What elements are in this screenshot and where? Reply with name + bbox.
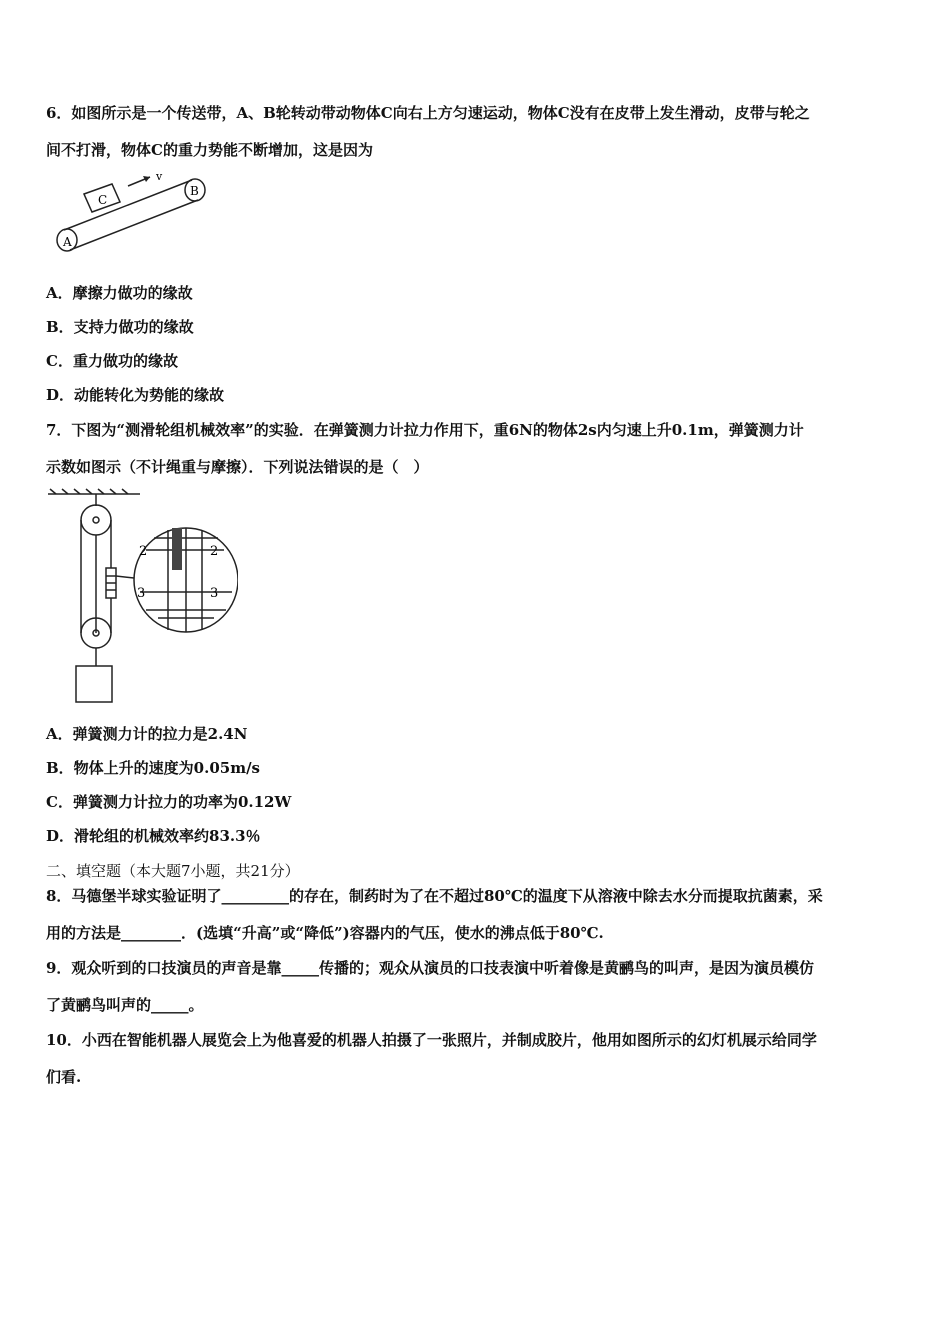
conveyor-belt-figure (46, 170, 216, 260)
q10-text-line1: 10．小西在智能机器人展览会上为他喜爱的机器人拍摄了一张照片，并制成胶片，他用如图所示的幻灯机展示给同学 (46, 1031, 817, 1049)
q7-option-d: D．滑轮组的机械效率约83.3％ (46, 827, 261, 845)
q9-text-line1: 9．观众听到的口技演员的声音是靠_____传播的；观众从演员的口技表演中听着像是黄鹂鸟的叫声，是因为演员模仿 (46, 959, 814, 977)
scale-tick-3-right: 3 (210, 586, 219, 601)
scale-tick-2-right: 2 (210, 544, 219, 559)
q8-text-line2: 用的方法是________．(选填“升高”或“降低”)容器内的气压，使水的沸点低于80℃. (46, 924, 604, 942)
label-a: A (63, 235, 72, 249)
scale-pointer (172, 528, 182, 570)
q7-option-a: A．弹簧测力计的拉力是2.4N (46, 725, 248, 743)
q6-option-c: C．重力做功的缘故 (46, 352, 178, 370)
pulley-system-figure (46, 488, 238, 706)
scale-tick-3-left: 3 (137, 586, 146, 601)
section-title: 二、填空题（本大题7小题，共21分） (46, 862, 300, 880)
q10-text-line2: 们看. (46, 1068, 82, 1086)
q7-option-b: B．物体上升的速度为0.05m/s (46, 759, 261, 777)
scale-tick-2-left: 2 (139, 544, 148, 559)
fixed-pulley (81, 505, 111, 535)
q6-text-line1: 6．如图所示是一个传送带，A、B轮转动带动物体C向右上方匀速运动，物体C没有在皮带上发生滑动，皮带与轮之 (46, 104, 810, 122)
q9-text-line2: 了黄鹂鸟叫声的_____。 (46, 996, 204, 1014)
weight-block (76, 666, 112, 702)
q8-text-line1: 8．马德堡半球实验证明了_________的存在，制药时为了在不超过80℃的温度下从溶液中除去水分而提取抗菌素，采 (46, 887, 823, 905)
q7-text-line2: 示数如图示（不计绳重与摩擦）．下列说法错误的是（ ） (46, 458, 429, 476)
q6-option-d: D．动能转化为势能的缘故 (46, 386, 225, 404)
q6-text-line2: 间不打滑，物体C的重力势能不断增加，这是因为 (46, 141, 373, 159)
label-c: C (98, 193, 108, 207)
q6-option-b: B．支持力做功的缘故 (46, 318, 194, 336)
q7-text-line1: 7．下图为“测滑轮组机械效率”的实验．在弹簧测力计拉力作用下，重6N的物体2s内匀速上升0.1m，弹簧测力计 (46, 421, 804, 439)
q6-option-a: A．摩擦力做功的缘故 (46, 284, 193, 302)
label-v: v (156, 170, 163, 183)
label-b: B (190, 184, 199, 198)
q7-option-c: C．弹簧测力计拉力的功率为0.12W (46, 793, 292, 811)
